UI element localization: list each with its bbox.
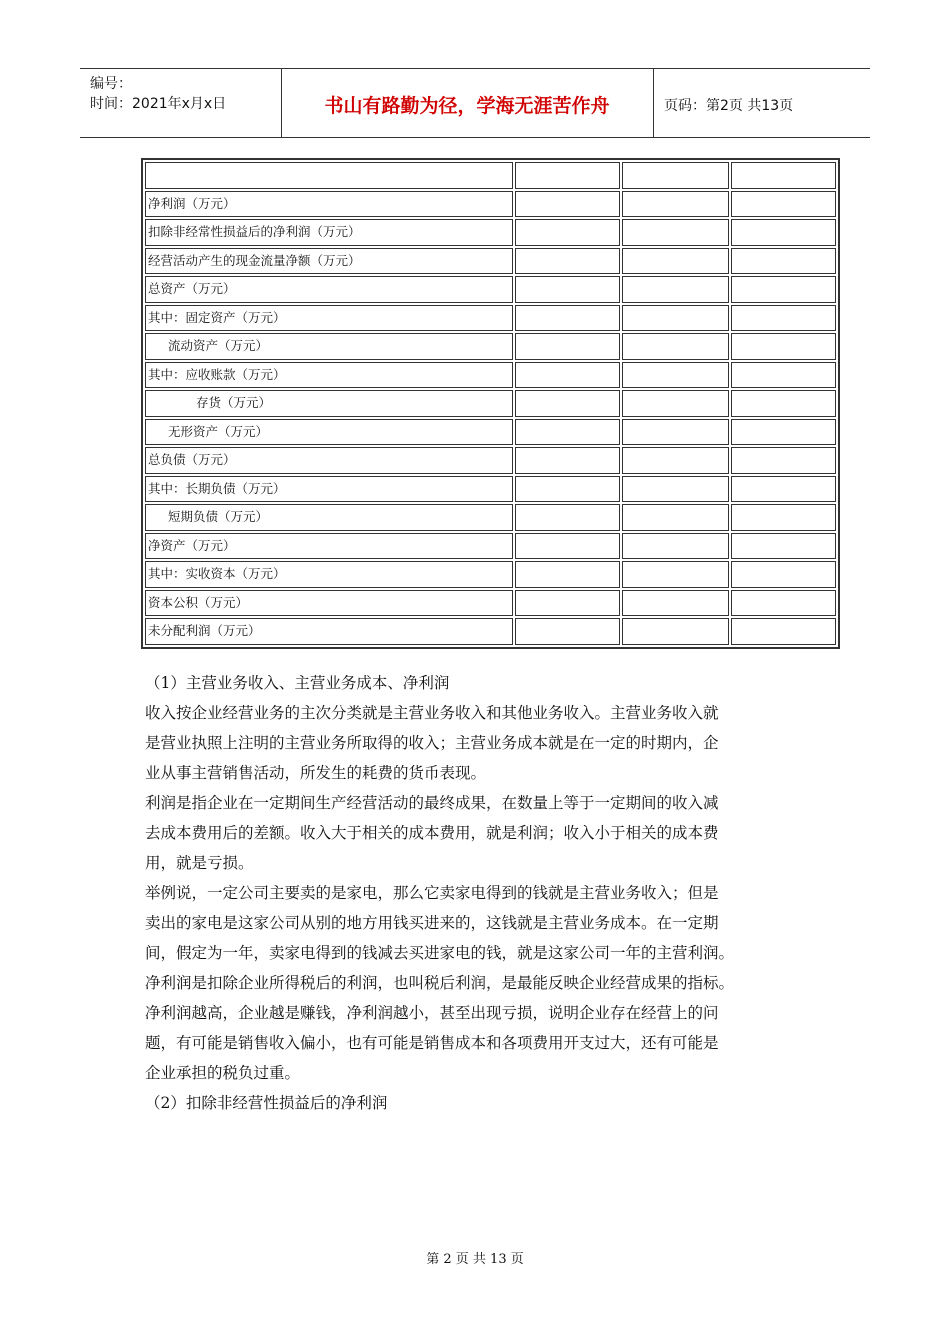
table-cell [731,362,836,389]
table-cell: 未分配利润（万元） [145,618,513,645]
table-cell [731,504,836,531]
table-cell [622,390,729,417]
table-cell: 其中：长期负债（万元） [145,476,513,503]
table-cell: 总资产（万元） [145,276,513,303]
table-cell [622,305,729,332]
paragraph-line: 净利润是扣除企业所得税后的利润，也叫税后利润，是最能反映企业经营成果的指标。 [145,974,735,992]
table-cell: 资本公积（万元） [145,590,513,617]
table-row [145,533,836,560]
table-cell: 其中：固定资产（万元） [145,305,513,332]
table-cell [622,476,729,503]
table-row [145,305,836,332]
table-cell [622,276,729,303]
table-cell [515,504,620,531]
table-cell: 净资产（万元） [145,533,513,560]
table-cell [515,276,620,303]
paragraph-line: 企业承担的税负过重。 [145,1064,301,1082]
table-row [145,390,836,417]
table-cell [622,248,729,275]
header-motto: 书山有路勤为径，学海无涯苦作舟 [324,95,610,117]
section-heading: （2）扣除非经营性损益后的净利润 [145,1094,388,1112]
table-cell [731,561,836,588]
table-row [145,162,836,189]
table-row [145,561,836,588]
table-cell [731,419,836,446]
table-row [145,419,836,446]
paragraph-line: 用，就是亏损。 [145,854,254,872]
table-cell [622,561,729,588]
table-cell [622,362,729,389]
paragraph-line: 举例说，一定公司主要卖的是家电，那么它卖家电得到的钱就是主营业务收入；但是 [145,884,719,902]
table-cell [622,447,729,474]
body-text [145,668,825,1118]
table-cell [515,533,620,560]
document-number-label: 编号： [90,76,132,92]
table-cell [622,504,729,531]
table-cell [515,419,620,446]
paragraph-line: 收入按企业经营业务的主次分类就是主营业务收入和其他业务收入。主营业务收入就 [145,704,719,722]
table-row [145,248,836,275]
table-cell [145,162,513,189]
table-cell [515,390,620,417]
table-row [145,276,836,303]
table-cell [515,333,620,360]
table-cell [731,219,836,246]
header-page-label: 页码：第2页 共13页 [664,98,794,114]
paragraph-line: 卖出的家电是这家公司从别的地方用钱买进来的，这钱就是主营业务成本。在一定期 [145,914,719,932]
table-cell [515,305,620,332]
paragraph-line: 净利润越高，企业越是赚钱，净利润越小，甚至出现亏损，说明企业存在经营上的问 [145,1004,719,1022]
table-cell: 其中：应收账款（万元） [145,362,513,389]
table-cell [622,162,729,189]
table-cell: 总负债（万元） [145,447,513,474]
table-cell [731,305,836,332]
table-cell [515,447,620,474]
table-cell [622,618,729,645]
table-cell [731,333,836,360]
table-row [145,447,836,474]
table-cell: 短期负债（万元） [145,504,513,531]
table-cell [622,590,729,617]
table-cell [515,476,620,503]
table-cell [515,248,620,275]
table-cell [731,476,836,503]
page-header [80,68,870,138]
table-cell: 流动资产（万元） [145,333,513,360]
table-cell [622,191,729,218]
table-cell: 无形资产（万元） [145,419,513,446]
table-cell: 经营活动产生的现金流量净额（万元） [145,248,513,275]
table-cell [731,276,836,303]
document-time-label: 时间：2021年x月x日 [90,96,227,112]
table-cell [731,590,836,617]
table-cell [515,362,620,389]
table-cell: 扣除非经常性损益后的净利润（万元） [145,219,513,246]
section-heading: （1）主营业务收入、主营业务成本、净利润 [145,674,450,692]
paragraph-line: 题，有可能是销售收入偏小，也有可能是销售成本和各项费用开支过大，还有可能是 [145,1034,719,1052]
table-cell [515,561,620,588]
table-cell [622,333,729,360]
paragraph-line: 间，假定为一年，卖家电得到的钱减去买进家电的钱，就是这家公司一年的主营利润。 [145,944,735,962]
table-row [145,191,836,218]
table-cell: 存货（万元） [145,390,513,417]
header-divider [653,69,654,137]
table-cell [731,390,836,417]
table-row [145,362,836,389]
financial-table [141,158,840,649]
table-cell [731,248,836,275]
paragraph-line: 利润是指企业在一定期间生产经营活动的最终成果，在数量上等于一定期间的收入减 [145,794,719,812]
table-cell [622,419,729,446]
table-row [145,476,836,503]
table-cell: 净利润（万元） [145,191,513,218]
table-cell [515,191,620,218]
table-cell [515,219,620,246]
table-row [145,618,836,645]
table-row [145,504,836,531]
table-cell [731,191,836,218]
page-footer: 第 2 页 共 13 页 [426,1252,524,1267]
table-row [145,590,836,617]
table-cell [622,533,729,560]
paragraph-line: 业从事主营销售活动，所发生的耗费的货币表现。 [145,764,487,782]
table-cell [731,162,836,189]
paragraph-line: 去成本费用后的差额。收入大于相关的成本费用，就是利润；收入小于相关的成本费 [145,824,719,842]
table-cell [622,219,729,246]
table-cell [731,447,836,474]
table-cell [731,618,836,645]
table-cell [515,162,620,189]
table-row [145,219,836,246]
table-cell: 其中：实收资本（万元） [145,561,513,588]
table-cell [515,590,620,617]
table-row [145,333,836,360]
table-cell [731,533,836,560]
paragraph-line: 是营业执照上注明的主营业务所取得的收入；主营业务成本就是在一定的时期内，企 [145,734,719,752]
table-cell [515,618,620,645]
